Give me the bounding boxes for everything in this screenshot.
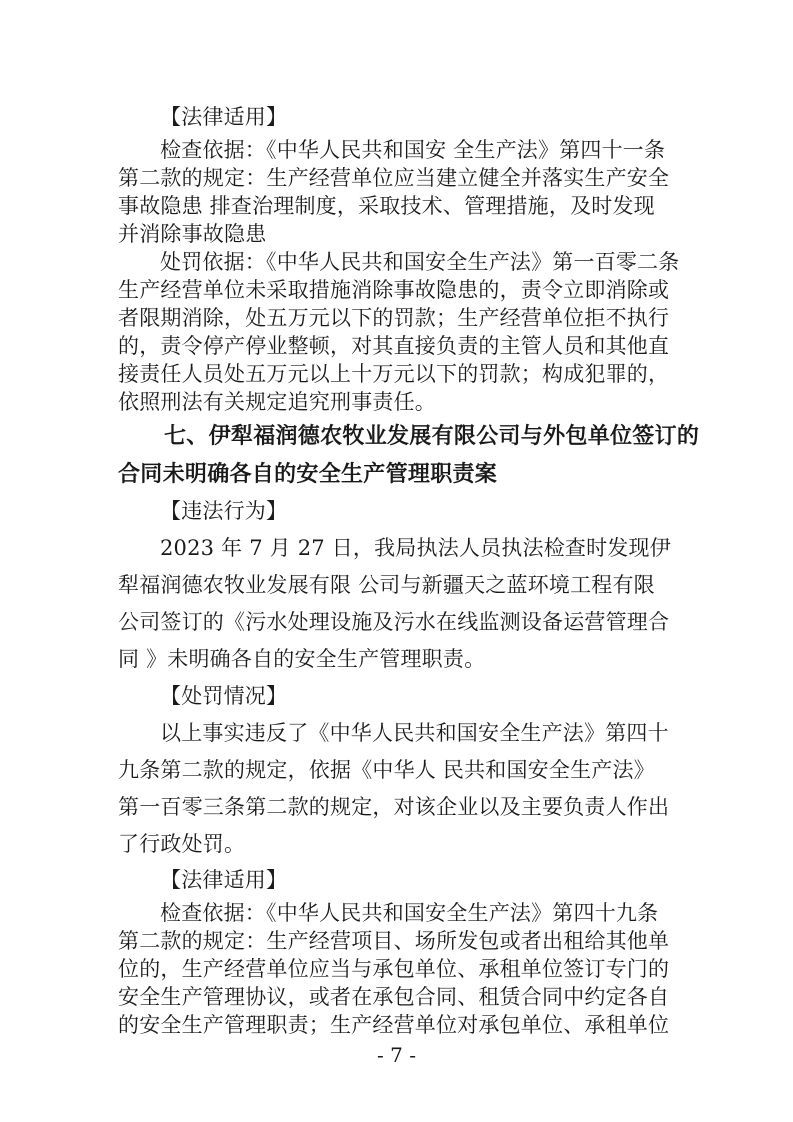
text-line: 第二款的规定：生产经营项目、场所发包或者出租给其他单	[118, 929, 670, 953]
section-tag-law-application: 【法律适用】	[160, 868, 288, 892]
text-line: 的，责令停产停业整顿，对其直接负责的主管人员和其他直	[118, 334, 670, 358]
section-tag-law-application: 【法律适用】	[160, 105, 288, 129]
text-line: 接责任人员处五万元以上十万元以下的罚款；构成犯罪的，	[118, 362, 670, 386]
text-line: 以上事实违反了《中华人民共和国安全生产法》第四十	[160, 721, 669, 745]
text-line: 2023 年 7 月 27 日，我局执法人员执法检查时发现伊	[160, 536, 671, 560]
text-line: 处罚依据：《中华人民共和国安全生产法》第一百零二条	[160, 250, 680, 274]
text-line: 同 》未明确各自的安全生产管理职责。	[118, 647, 486, 671]
case-title: 七、伊犁福润德农牧业发展有限公司与外包单位签订的	[164, 424, 700, 449]
text-line: 犁福润德农牧业发展有限 公司与新疆天之蓝环境工程有限	[118, 573, 655, 597]
text-line: 安全生产管理协议，或者在承包合同、租赁合同中约定各自	[118, 985, 670, 1009]
text-line: 检查依据：《中华人民共和国安 全生产法》第四十一条	[160, 138, 666, 162]
text-line: 检查依据：《中华人民共和国安全生产法》第四十九条	[160, 901, 659, 925]
text-line: 第二款的规定：生产经营单位应当建立健全并落实生产安全	[118, 166, 670, 190]
section-tag-violation: 【违法行为】	[160, 499, 288, 523]
text-line: 的安全生产管理职责；生产经营单位对承包单位、承租单位	[118, 1013, 670, 1037]
text-line: 者限期消除，处五万元以下的罚款；生产经营单位拒不执行	[118, 306, 670, 330]
text-line: 位的，生产经营单位应当与承包单位、承租单位签订专门的	[118, 957, 670, 981]
text-line: 了行政处罚。	[118, 832, 246, 856]
section-tag-penalty: 【处罚情况】	[160, 684, 288, 708]
page-number: - 7 -	[377, 1043, 416, 1067]
text-line: 事故隐患 排查治理制度，采取技术、管理措施，及时发现	[118, 194, 655, 218]
text-line: 九条第二款的规定，依据《中华人 民共和国安全生产法》	[118, 758, 655, 782]
case-title: 合同未明确各自的安全生产管理职责案	[118, 462, 498, 487]
text-line: 第一百零三条第二款的规定，对该企业以及主要负责人作出	[118, 795, 670, 819]
text-line: 依照刑法有关规定追究刑事责任。	[118, 390, 436, 414]
text-line: 并消除事故隐患	[118, 222, 267, 246]
text-line: 生产经营单位未采取措施消除事故隐患的，责令立即消除或	[118, 278, 670, 302]
text-line: 公司签订的《污水处理设施及污水在线监测设备运营管理合	[118, 610, 670, 634]
